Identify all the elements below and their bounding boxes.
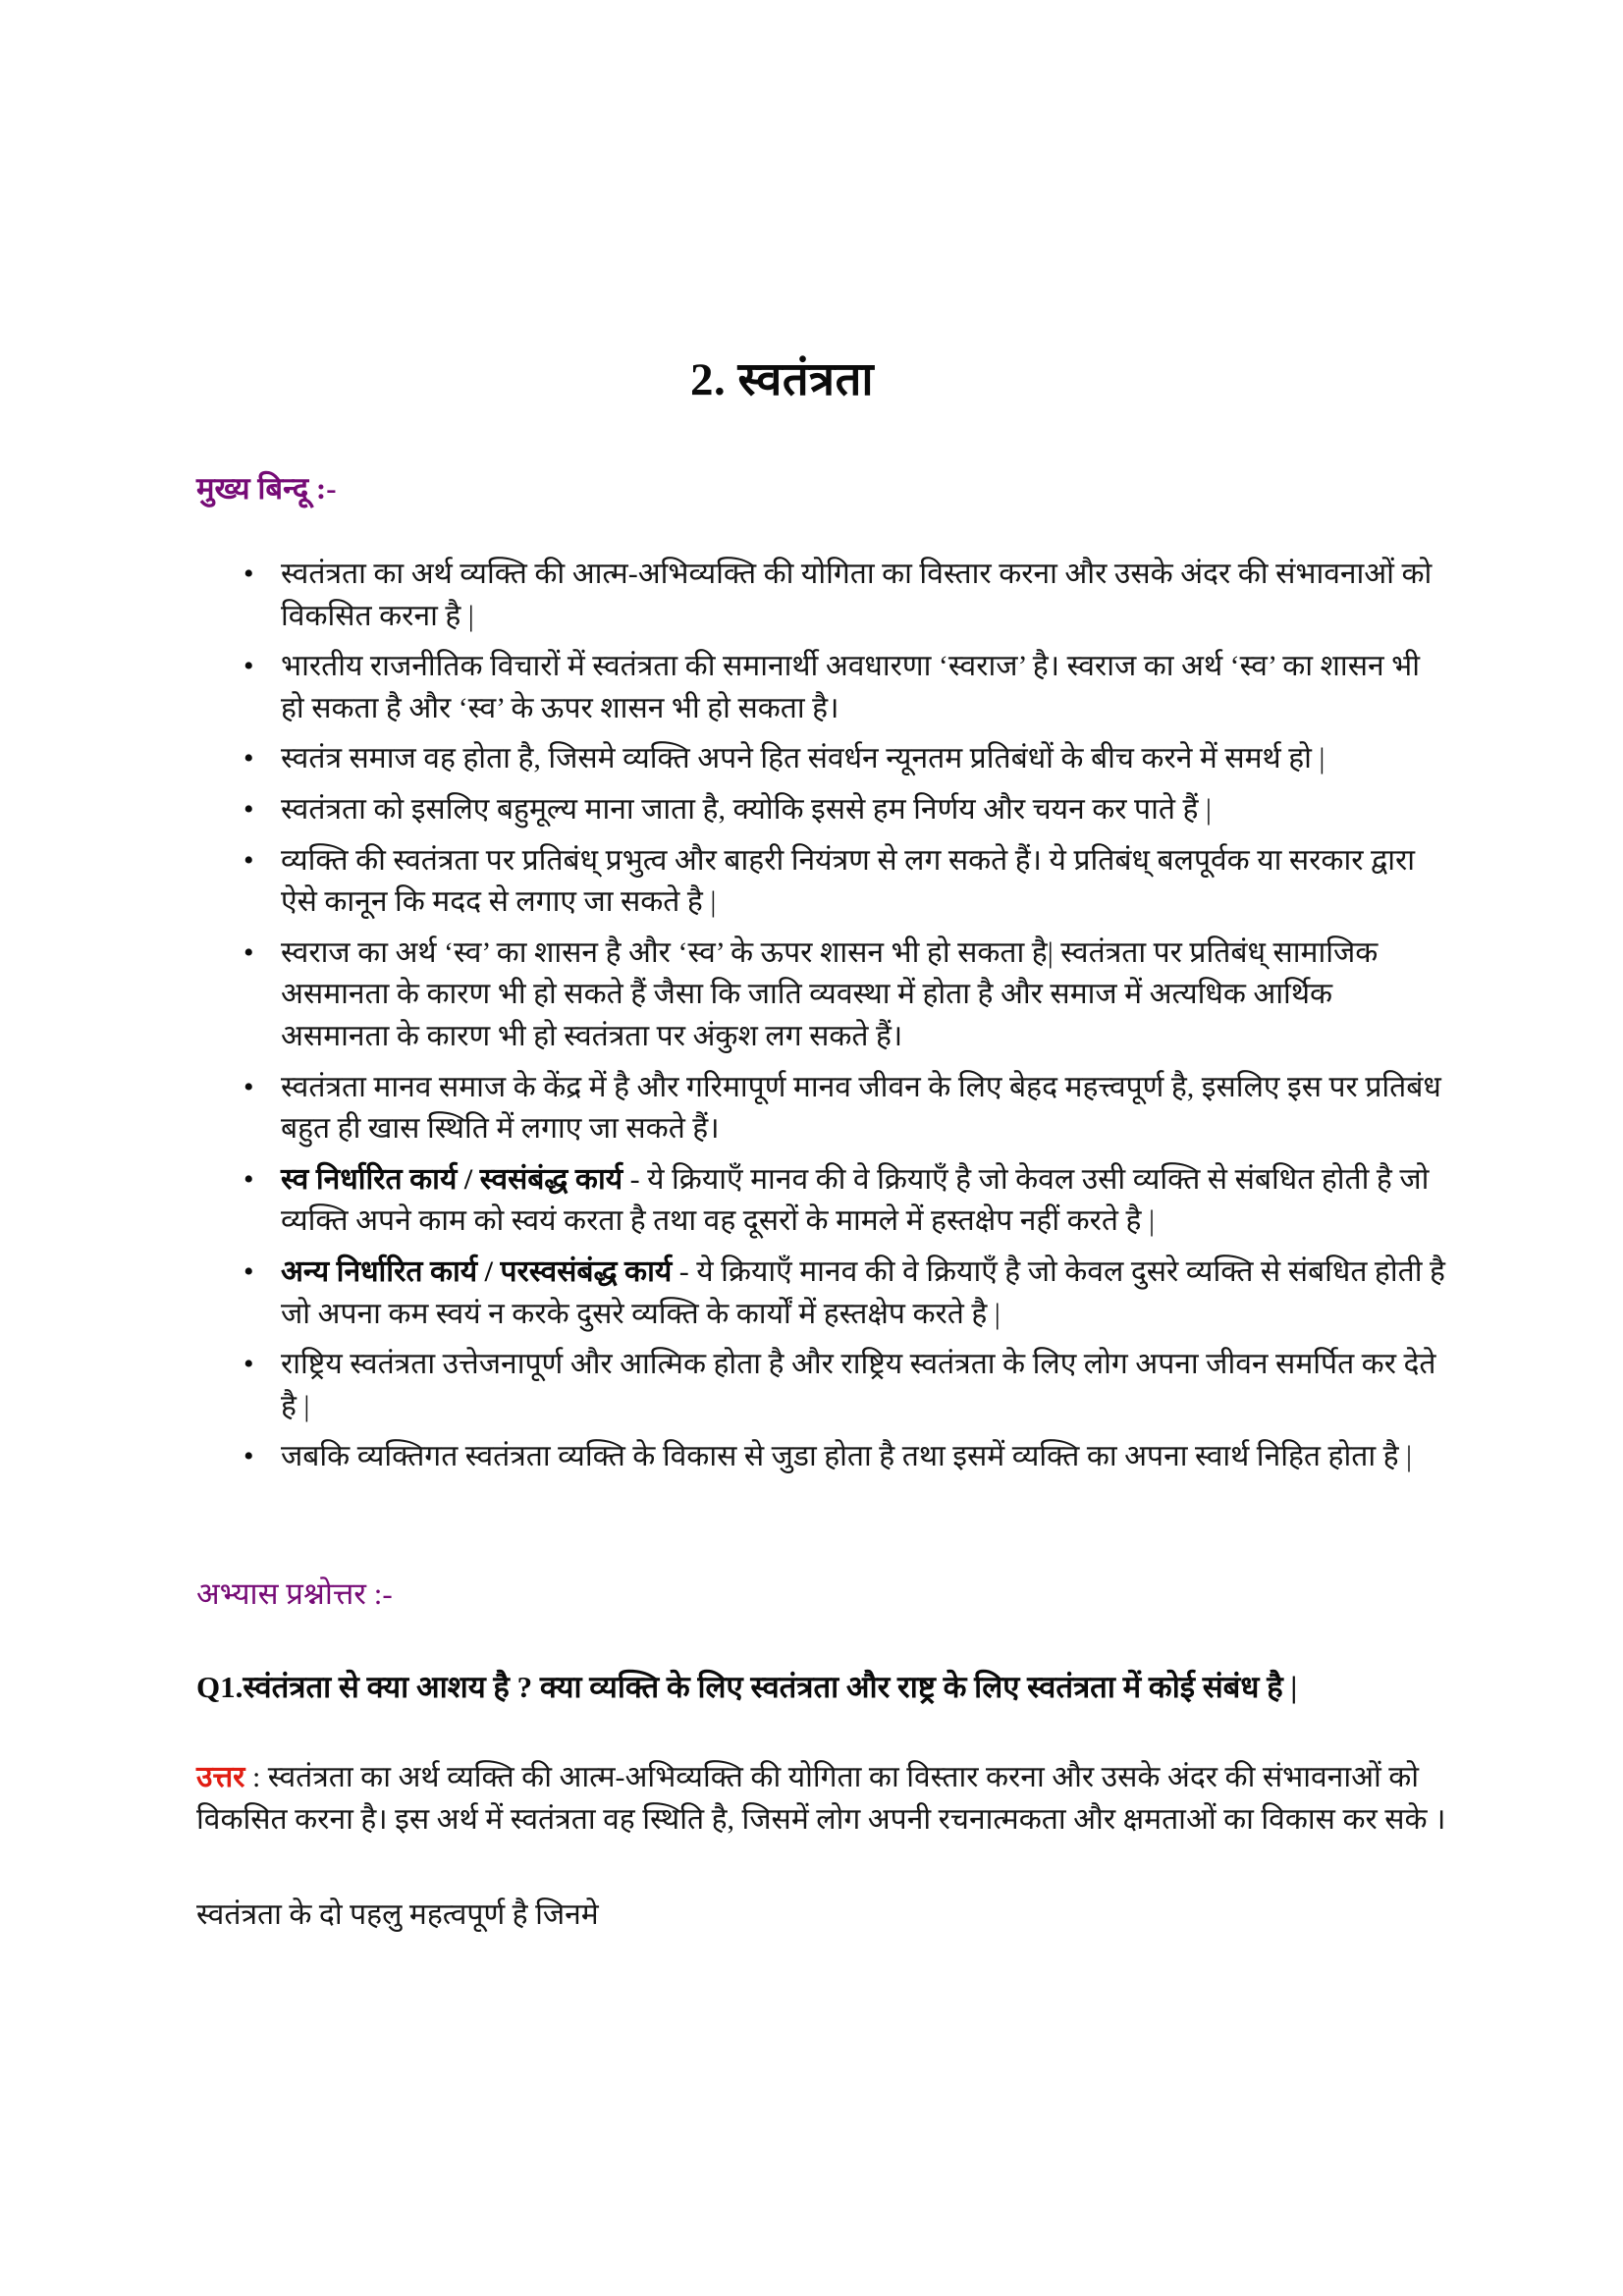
answer-separator: : bbox=[244, 1761, 268, 1794]
bullet-bold-lead: स्व निर्धारित कार्य / स्वसंबंद्ध कार्य bbox=[281, 1162, 623, 1196]
list-item: • स्वतंत्रता मानव समाज के केंद्र में है और गरिमापूर्ण मानव जीवन के लिए बेहद महत्त्वपूर्ण है, इसलिए इस पर प्रतिबंध बहुत ही खास स्थिति में लगाए जा सकते हैं। bbox=[257, 1067, 1446, 1150]
answer-label: उत्तर bbox=[196, 1761, 245, 1794]
key-points-list bbox=[196, 554, 1446, 1478]
list-item: • स्वतंत्रता को इसलिए बहुमूल्य माना जाता है, क्योकि इससे हम निर्णय और चयन कर पाते हैं | bbox=[257, 789, 1446, 831]
list-item: • राष्ट्रिय स्वतंत्रता उत्तेजनापूर्ण और आत्मिक होता है और राष्ट्रिय स्वतंत्रता के लिए लोग अपना जीवन समर्पित कर देते है | bbox=[257, 1344, 1446, 1427]
key-points-heading: मुख्य बिन्दू :- bbox=[196, 471, 337, 506]
list-item: • व्यक्ति की स्वतंत्रता पर प्रतिबंध् प्रभुत्व और बाहरी नियंत्रण से लग सकते हैं। ये प्रतिबंध् बलपूर्वक या सरकार द्वारा ऐसे कानून कि मदद से लगाए जा सकते है | bbox=[257, 840, 1446, 924]
list-item: • स्वतंत्रता का अर्थ व्यक्ति की आत्म-अभिव्यक्ति की योगिता का विस्तार करना और उसके अंदर की संभावनाओं को विकसित करना है | bbox=[257, 554, 1446, 637]
list-item: • जबकि व्यक्तिगत स्वतंत्रता व्यक्ति के विकास से जुडा होता है तथा इसमें व्यक्ति का अपना स्वार्थ निहित होता है | bbox=[257, 1436, 1446, 1478]
question-q1: Q1.स्वंतंत्रता से क्या आशय है ? क्या व्यक्ति के लिए स्वतंत्रता और राष्ट्र के लिए स्वतंत्रता में कोई संबंध है | bbox=[196, 1669, 1298, 1704]
answer-text: स्वतंत्रता का अर्थ व्यक्ति की आत्म-अभिव्यक्ति की योगिता का विस्तार करना और उसके अंदर की संभावनाओं को विकसित करना है। इस अर्थ में स्वतंत्रता वह स्थिति है, जिसमें लोग अपनी रचनात्मकता और क्षमताओं का विकास कर सके । bbox=[196, 1761, 1446, 1836]
practice-section bbox=[196, 1573, 1446, 1614]
list-item: • भारतीय राजनीतिक विचारों में स्वतंत्रता की समानार्थी अवधारणा ‘स्वराज’ है। स्वराज का अर्थ ‘स्व’ का शासन भी हो सकता है और ‘स्व’ के ऊपर शासन भी हो सकता है। bbox=[257, 646, 1446, 729]
answer-paragraph bbox=[196, 1757, 1446, 1841]
closing-line: स्वतंत्रता के दो पहलु महत्वपूर्ण है जिनमे bbox=[196, 1897, 599, 1931]
list-item: • स्व निर्धारित कार्य / स्वसंबंद्ध कार्य - ये क्रियाएँ मानव की वे क्रियाएँ है जो केवल उसी व्यक्ति से संबधित होती है जो व्यक्ति अपने काम को स्वयं करता है तथा वह दूसरों के मामले में हस्तक्षेप नहीं करते है | bbox=[257, 1159, 1446, 1243]
bullet-bold-lead: अन्य निर्धारित कार्य / परस्वसंबंद्ध कार्य bbox=[281, 1255, 673, 1288]
list-item: • अन्य निर्धारित कार्य / परस्वसंबंद्ध कार्य - ये क्रियाएँ मानव की वे क्रियाएँ है जो केवल दुसरे व्यक्ति से संबधित होती है जो अपना कम स्वयं न करके दुसरे व्यक्ति के कार्यों में हस्तक्षेप करते है | bbox=[257, 1252, 1446, 1335]
page-title: 2. स्वतंत्रता bbox=[689, 354, 875, 405]
list-item: • स्वतंत्र समाज वह होता है, जिसमे व्यक्ति अपने हित संवर्धन न्यूनतम प्रतिबंधों के बीच करने में समर्थ हो | bbox=[257, 738, 1446, 780]
list-item: • स्वराज का अर्थ ‘स्व’ का शासन है और ‘स्व’ के ऊपर शासन भी हो सकता है| स्वतंत्रता पर प्रतिबंध् सामाजिक असमानता के कारण भी हो सकते हैं जैसा कि जाति व्यवस्था में होता है और समाज में अत्यधिक आर्थिक असमानता के कारण भी हो स्वतंत्रता पर अंकुश लग सकते हैं। bbox=[257, 933, 1446, 1058]
practice-heading: अभ्यास प्रश्नोत्तर :- bbox=[196, 1575, 393, 1611]
